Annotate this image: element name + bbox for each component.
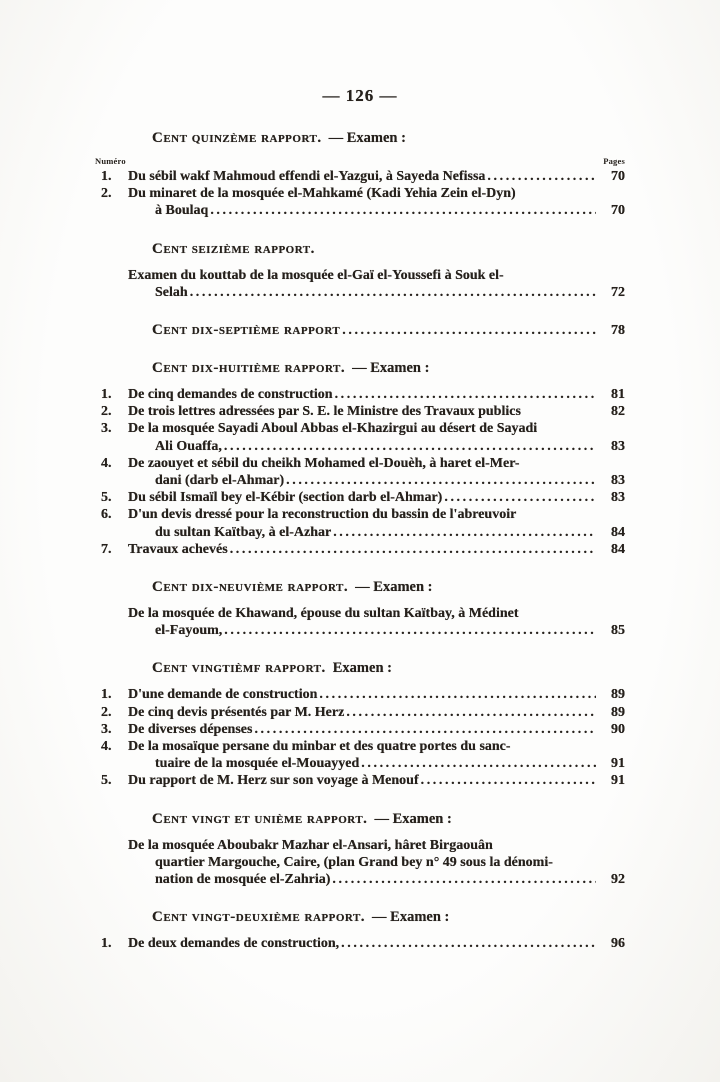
entry-text: Examen du kouttab de la mosquée el-Gaï el-Youssefi à Souk el- [128, 267, 504, 283]
entry-line [128, 837, 625, 854]
report-heading-title: Cent quinzème rapport. [152, 130, 322, 146]
toc-entry [95, 455, 625, 489]
report-heading-examen-label: — Examen : [374, 810, 452, 827]
entry-number: 2. [101, 704, 112, 720]
dot-leader [444, 489, 596, 506]
entry-text: De la mosaïque persane du minbar et des quatre portes du sanc- [128, 739, 511, 755]
report-heading-title: Cent dix-septième rapport [152, 322, 341, 339]
toc-entry [95, 386, 625, 403]
entry-body [128, 935, 625, 952]
toc-entry [95, 420, 625, 454]
entry-text: De la mosquée Sayadi Aboul Abbas el-Khazirgui au désert de Sayadi [128, 421, 538, 437]
entry-line [128, 202, 625, 219]
page-number-ref: 70 [611, 203, 625, 219]
page-number-ref: 96 [611, 936, 625, 952]
report-heading-title: Cent vingtièmf rapport. [152, 660, 326, 677]
report-heading-title: Cent seizième rapport. [152, 240, 315, 257]
entry-body [128, 541, 625, 558]
report-heading [95, 811, 625, 828]
report-heading-title: Cent vingt-deuxième rapport. [152, 909, 366, 926]
entry-line [128, 168, 625, 185]
dot-leader [332, 871, 596, 888]
report-heading-title: Cent vingt et unième rapport. [152, 810, 368, 827]
entry-line [128, 605, 625, 622]
report-heading [95, 909, 625, 926]
entry-text: el-Fayoum, [155, 623, 223, 639]
entry-line [128, 541, 625, 558]
entry-number: 5. [101, 490, 112, 506]
dot-leader [224, 622, 596, 639]
entry-text: De diverses dépenses [128, 721, 253, 737]
entry-text: De deux demandes de construction, [128, 936, 340, 952]
entry-text: Du minaret de la mosquée el-Mahkamé (Kadi Yehia Zein el-Dyn) [128, 186, 516, 202]
entry-text: Travaux achevés [128, 541, 228, 557]
entry-line [128, 472, 625, 489]
report-section [95, 241, 625, 301]
entry-text: De cinq demandes de construction [128, 387, 333, 403]
toc-sections [95, 130, 625, 952]
toc-entry [95, 267, 625, 301]
page-number-ref: 72 [611, 284, 625, 300]
page-number-ref: 89 [611, 704, 625, 720]
page-number-ref: 84 [611, 524, 625, 540]
entry-number: 5. [101, 773, 112, 789]
page-number-ref: 89 [611, 687, 625, 703]
toc-entry [95, 403, 625, 420]
report-section [95, 660, 625, 789]
report-section [95, 130, 625, 220]
entry-line [128, 738, 625, 755]
entry-number: 3. [101, 721, 112, 737]
page-number-ref: 91 [611, 773, 625, 789]
entry-line [128, 386, 625, 403]
entry-body [128, 772, 625, 789]
entry-line [128, 403, 625, 420]
entry-number: 2. [101, 404, 112, 420]
entry-line [128, 622, 625, 639]
report-heading-examen-label: — Examen : [328, 130, 406, 146]
dot-leader [346, 704, 596, 721]
entry-text: Du sébil wakf Mahmoud effendi el-Yazgui, à Sayeda Nefissa [128, 169, 486, 184]
entry-body [128, 837, 625, 889]
entry-body [128, 403, 625, 420]
report-heading-examen-label: — Examen : [352, 360, 430, 377]
entry-line [128, 772, 625, 789]
report-section [95, 811, 625, 889]
page-number-ref: 82 [611, 404, 625, 420]
dot-leader [335, 386, 596, 403]
entry-number [95, 837, 128, 889]
report-section [95, 360, 625, 558]
entry-number [95, 605, 128, 639]
toc-entry [95, 605, 625, 639]
entry-text: Ali Ouaffa, [155, 438, 222, 454]
entry-number: 3. [101, 421, 112, 437]
entry-line [128, 755, 625, 772]
toc-entry [95, 772, 625, 789]
entry-number: 6. [101, 507, 112, 523]
dot-leader [421, 772, 596, 789]
page-number-ref: 92 [611, 872, 625, 888]
entry-line [128, 438, 625, 455]
dot-leader [190, 284, 596, 301]
entry-line [128, 686, 625, 703]
entry-text: tuaire de la mosquée el-Mouayyed [155, 756, 360, 772]
report-heading [95, 360, 625, 377]
toc-entry [95, 506, 625, 540]
entry-line [128, 506, 625, 523]
numero-column-header: Numéro [95, 156, 126, 166]
entry-text: nation de mosquée el-Zahria) [155, 872, 331, 888]
report-heading-title: Cent dix-neuvième rapport. [152, 579, 349, 596]
entry-number: 1. [101, 387, 112, 403]
column-headers [95, 156, 625, 166]
entry-text: De zaouyet et sébil du cheikh Mohamed el-Douèh, à haret el-Mer- [128, 455, 520, 471]
toc-entry [95, 541, 625, 558]
report-section [95, 322, 625, 339]
entry-text: Selah [155, 284, 188, 300]
page-number-ref: 83 [611, 438, 625, 454]
dot-leader [319, 686, 596, 703]
entry-number: 4. [101, 739, 112, 755]
entry-text: De la mosquée de Khawand, épouse du sultan Kaïtbay, à Médinet [128, 606, 519, 622]
page-number-ref: 84 [611, 541, 625, 557]
entry-text: D'une demande de construction [128, 687, 318, 703]
entry-text: quartier Margouche, Caire, (plan Grand bey n° 49 sous la dénomi- [155, 854, 553, 870]
dot-leader [224, 438, 596, 455]
toc-entry [95, 935, 625, 952]
entry-line [128, 871, 625, 888]
entry-body [128, 738, 625, 772]
dot-leader [487, 168, 596, 185]
dot-leader [342, 323, 596, 339]
entry-number: 4. [101, 455, 112, 471]
page-number-ref: 83 [611, 473, 625, 489]
dot-leader [286, 472, 596, 489]
entry-line [128, 721, 625, 738]
entry-line [128, 935, 625, 952]
report-heading [95, 579, 625, 596]
dot-leader [254, 721, 596, 738]
dot-leader [341, 935, 596, 952]
entry-body [128, 704, 625, 721]
entry-body [128, 386, 625, 403]
entry-body [128, 455, 625, 489]
entry-text: Du rapport de M. Herz sur son voyage à Menouf [128, 773, 419, 789]
dot-leader [210, 202, 596, 219]
entry-line [128, 420, 625, 437]
page-number-ref: 91 [611, 756, 625, 772]
entry-text: à Boulaq [155, 203, 209, 219]
entry-body [128, 506, 625, 540]
entry-text: dani (darb el-Ahmar) [155, 473, 285, 489]
toc-entry [95, 489, 625, 506]
report-section [95, 909, 625, 952]
entry-text: De trois lettres adressées par S. E. le Ministre des Travaux publics [128, 404, 521, 420]
page-content [95, 86, 625, 952]
entry-text: Du sébil Ismaïl bey el-Kébir (section darb el-Ahmar) [128, 490, 443, 506]
entry-number: 7. [101, 541, 112, 557]
page-number-ref: 78 [611, 323, 625, 339]
report-heading-title: Cent dix-huitième rapport. [152, 360, 346, 377]
entry-body [128, 420, 625, 454]
page-number-ref: 70 [611, 169, 625, 184]
report-heading-row [95, 322, 625, 339]
toc-entry [95, 185, 625, 219]
report-section [95, 579, 625, 639]
entry-text: D'un devis dressé pour la reconstruction du bassin de l'abreuvoir [128, 507, 517, 523]
entry-number: 1. [101, 687, 112, 703]
toc-entry [95, 837, 625, 889]
page-number-ref: 81 [611, 387, 625, 403]
page-number-folio: — 126 — [322, 86, 398, 105]
entry-text: De cinq devis présentés par M. Herz [128, 704, 345, 720]
entry-number [95, 267, 128, 301]
report-heading [95, 130, 625, 147]
dot-leader [333, 524, 596, 541]
entry-line [128, 489, 625, 506]
entry-line [128, 455, 625, 472]
entry-line [128, 284, 625, 301]
page-number-ref: 83 [611, 490, 625, 506]
entry-number: 1. [101, 169, 112, 184]
toc-entry [95, 721, 625, 738]
entry-line [128, 185, 625, 202]
entry-body [128, 168, 625, 185]
pages-column-header: Pages [603, 156, 625, 166]
entry-text: du sultan Kaïtbay, à el-Azhar [155, 524, 332, 540]
dot-leader [361, 755, 596, 772]
toc-entry [95, 168, 625, 185]
report-heading-examen-label: Examen : [332, 660, 392, 677]
entry-line [128, 267, 625, 284]
report-heading [95, 660, 625, 677]
entry-body [128, 605, 625, 639]
entry-number: 1. [101, 936, 112, 952]
report-heading-examen-label: — Examen : [355, 579, 433, 596]
entry-number: 2. [101, 186, 112, 202]
entry-line [128, 854, 625, 871]
entry-body [128, 185, 625, 219]
page-number-ref: 85 [611, 623, 625, 639]
page-number-ref: 90 [611, 721, 625, 737]
report-heading [95, 241, 625, 258]
toc-entry [95, 738, 625, 772]
dot-leader [230, 541, 596, 558]
entry-line [128, 704, 625, 721]
entry-body [128, 686, 625, 703]
entry-body [128, 267, 625, 301]
entry-body [128, 489, 625, 506]
toc-entry [95, 704, 625, 721]
entry-text: De la mosquée Aboubakr Mazhar el-Ansari, hâret Birgaouân [128, 837, 493, 853]
entry-body [128, 721, 625, 738]
toc-entry [95, 686, 625, 703]
report-heading-examen-label: — Examen : [372, 909, 450, 926]
entry-line [128, 524, 625, 541]
